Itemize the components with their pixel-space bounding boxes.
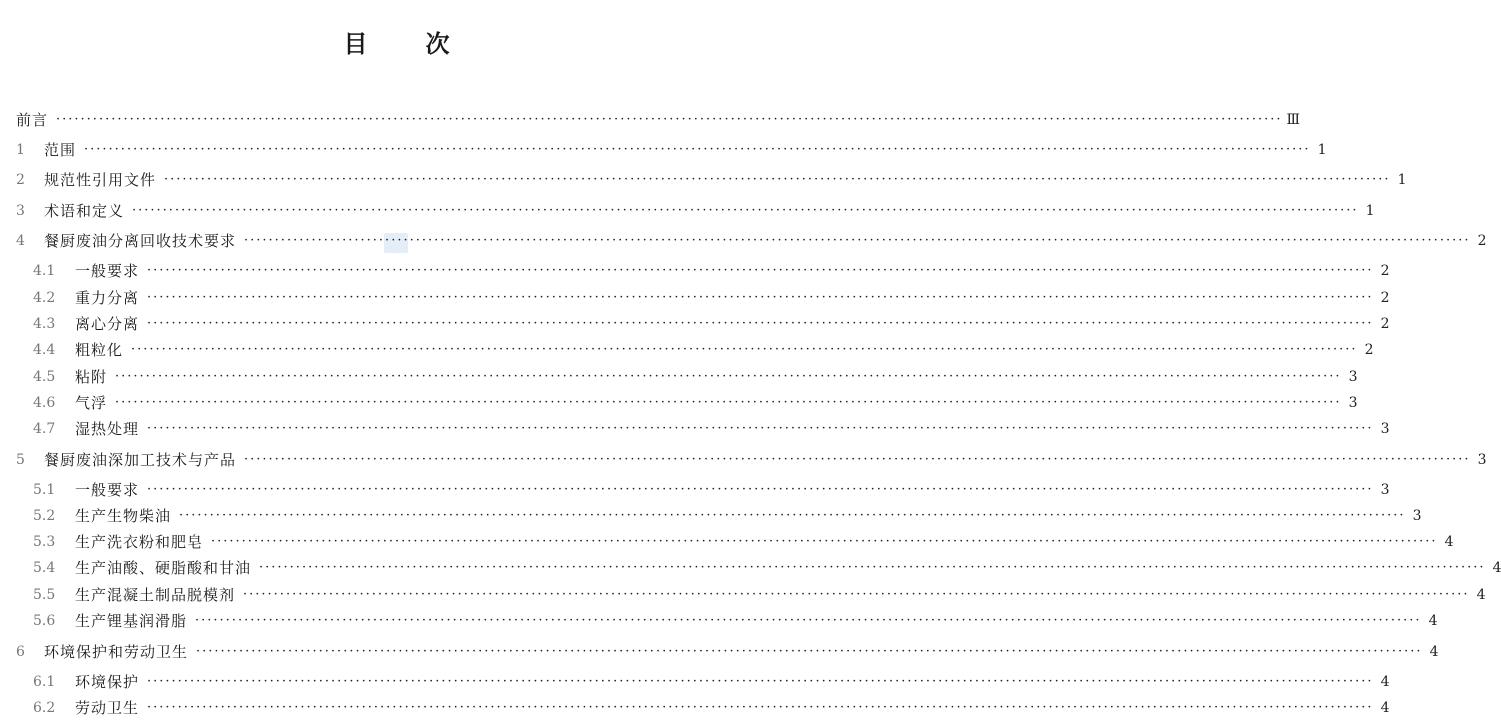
toc-entry-number: 4.2 — [33, 290, 56, 306]
toc-entry-number: 3 — [16, 203, 25, 219]
toc-entry-page-number: 4 — [1444, 534, 1454, 550]
toc-entry-number: 6 — [16, 644, 25, 660]
toc-entry[interactable] — [0, 584, 1486, 606]
toc-entry[interactable] — [0, 169, 1407, 191]
toc-entry-page-number: 3 — [1348, 369, 1358, 385]
toc-entry-label: 规范性引用文件 — [44, 171, 157, 189]
dot-leader: ········································································································································································································ — [147, 263, 1374, 278]
dot-leader: ········································································································································································································ — [132, 203, 1359, 218]
dot-leader: ········································································································································································································ — [56, 112, 1283, 127]
dot-leader: ········································································································································································································ — [147, 316, 1374, 331]
toc-entry-number: 4.1 — [33, 263, 56, 279]
toc-entry-page-number: 2 — [1380, 316, 1390, 332]
toc-entry[interactable] — [0, 313, 1390, 335]
dot-leader: ········································································································································································································ — [179, 508, 1406, 523]
toc-entry-page-number: 1 — [1365, 203, 1375, 219]
dot-leader: ········································································································································································································ — [243, 587, 1470, 602]
toc-entry[interactable] — [0, 531, 1454, 553]
toc-entry-label: 生产生物柴油 — [75, 507, 172, 525]
toc-entry-number: 5.3 — [33, 534, 56, 550]
toc-entry-label: 气浮 — [75, 394, 108, 412]
toc-entry[interactable] — [0, 139, 1327, 161]
toc-entry[interactable] — [0, 260, 1390, 282]
toc-entry-number: 4.7 — [33, 421, 56, 437]
toc-entry[interactable] — [0, 697, 1390, 719]
dot-leader: ········································································································································································································ — [195, 613, 1422, 628]
toc-entry-page-number: 1 — [1397, 172, 1407, 188]
toc-entry-label: 生产混凝土制品脱模剂 — [75, 586, 236, 604]
toc-entry-number: 5.2 — [33, 508, 56, 524]
toc-entry-page-number: 3 — [1348, 395, 1358, 411]
toc-entry-label: 粗粒化 — [75, 341, 124, 359]
toc-entry[interactable] — [0, 200, 1375, 222]
dot-leader: ········································································································································································································ — [84, 142, 1311, 157]
toc-entry-number: 2 — [16, 172, 25, 188]
toc-entry[interactable] — [0, 610, 1438, 632]
dot-leader: ········································································································································································································ — [244, 233, 1471, 248]
toc-entry-page-number: 1 — [1317, 142, 1327, 158]
toc-entry-label: 生产洗衣粉和肥皂 — [75, 533, 204, 551]
toc-entry-label: 餐厨废油深加工技术与产品 — [44, 451, 237, 469]
toc-entry-label: 生产锂基润滑脂 — [75, 612, 188, 630]
toc-entry-number: 4 — [16, 233, 25, 249]
toc-entry-label: 离心分离 — [75, 315, 140, 333]
dot-leader: ········································································································································································································ — [147, 290, 1374, 305]
dot-leader: ········································································································································································································ — [147, 482, 1374, 497]
dot-leader: ········································································································································································································ — [115, 369, 1342, 384]
toc-entry-label: 餐厨废油分离回收技术要求 — [44, 232, 237, 250]
toc-entry[interactable] — [0, 505, 1422, 527]
toc-entry-number: 4.3 — [33, 316, 56, 332]
toc-entry-label: 湿热处理 — [75, 420, 140, 438]
toc-entry-page-number: 3 — [1380, 421, 1390, 437]
dot-leader: ········································································································································································································ — [131, 342, 1358, 357]
toc-entry[interactable] — [0, 671, 1390, 693]
dot-leader: ········································································································································································································ — [115, 395, 1342, 410]
toc-entry-page-number: 4 — [1476, 587, 1486, 603]
dot-leader: ········································································································································································································ — [211, 534, 1438, 549]
toc-entry-page-number: 2 — [1364, 342, 1374, 358]
dot-leader: ········································································································································································································ — [164, 172, 1391, 187]
toc-entry[interactable] — [0, 339, 1374, 361]
toc-entry-page-number: 3 — [1412, 508, 1422, 524]
toc-entry-page-number: 2 — [1477, 233, 1487, 249]
toc-entry-number: 5.6 — [33, 613, 56, 629]
title-char-1: 目 — [343, 30, 368, 58]
toc-entry-number: 4.5 — [33, 369, 56, 385]
toc-entry-page-number: 4 — [1492, 560, 1501, 576]
toc-entry[interactable] — [0, 557, 1501, 579]
toc-entry-number: 5.5 — [33, 587, 56, 603]
toc-entry-label: 范围 — [44, 141, 77, 159]
toc-entry-number: 5.4 — [33, 560, 56, 576]
toc-entry[interactable] — [0, 366, 1358, 388]
toc-entry-number: 4.6 — [33, 395, 56, 411]
toc-entry-number: 5.1 — [33, 482, 56, 498]
dot-leader: ········································································································································································································ — [244, 452, 1471, 467]
toc-entry-label: 前言 — [16, 111, 49, 129]
toc-entry[interactable] — [0, 641, 1439, 663]
toc-entry-label: 一般要求 — [75, 262, 140, 280]
toc-entry-label: 术语和定义 — [44, 202, 125, 220]
toc-entry-label: 生产油酸、硬脂酸和甘油 — [75, 559, 252, 577]
toc-entry-page-number: 3 — [1380, 482, 1390, 498]
toc-entry[interactable] — [0, 449, 1487, 471]
dot-leader: ········································································································································································································ — [147, 421, 1374, 436]
toc-entry-page-number: 4 — [1380, 674, 1390, 690]
dot-leader: ········································································································································································································ — [259, 560, 1486, 575]
toc-entry[interactable] — [0, 392, 1358, 414]
toc-entry-number: 6.1 — [33, 674, 56, 690]
dot-leader: ········································································································································································································ — [196, 644, 1423, 659]
title-char-2: 次 — [425, 30, 450, 58]
toc-entry-label: 劳动卫生 — [75, 699, 140, 717]
toc-entry-page-number: 2 — [1380, 263, 1390, 279]
toc-entry[interactable] — [0, 230, 1487, 252]
toc-entry[interactable] — [0, 287, 1390, 309]
toc-entry-label: 重力分离 — [75, 289, 140, 307]
toc-entry[interactable] — [0, 418, 1390, 440]
dot-leader: ········································································································································································································ — [147, 674, 1374, 689]
toc-entry-page-number: 4 — [1428, 613, 1438, 629]
toc-entry-label: 一般要求 — [75, 481, 140, 499]
toc-entry-page-number: 3 — [1477, 452, 1487, 468]
toc-entry-page-number: 2 — [1380, 290, 1390, 306]
toc-entry-page-number: Ⅲ — [1286, 112, 1299, 128]
toc-entry-number: 4.4 — [33, 342, 56, 358]
toc-entry-label: 环境保护和劳动卫生 — [44, 643, 189, 661]
toc-entry[interactable] — [0, 109, 1299, 131]
dot-leader: ········································································································································································································ — [147, 700, 1374, 715]
toc-entry-page-number: 4 — [1380, 700, 1390, 716]
toc-entry-number: 5 — [16, 452, 25, 468]
toc-entry-number: 6.2 — [33, 700, 56, 716]
toc-entry-label: 环境保护 — [75, 673, 140, 691]
toc-entry[interactable] — [0, 479, 1390, 501]
toc-entry-number: 1 — [16, 142, 25, 158]
toc-entry-label: 粘附 — [75, 368, 108, 386]
toc-entry-page-number: 4 — [1429, 644, 1439, 660]
